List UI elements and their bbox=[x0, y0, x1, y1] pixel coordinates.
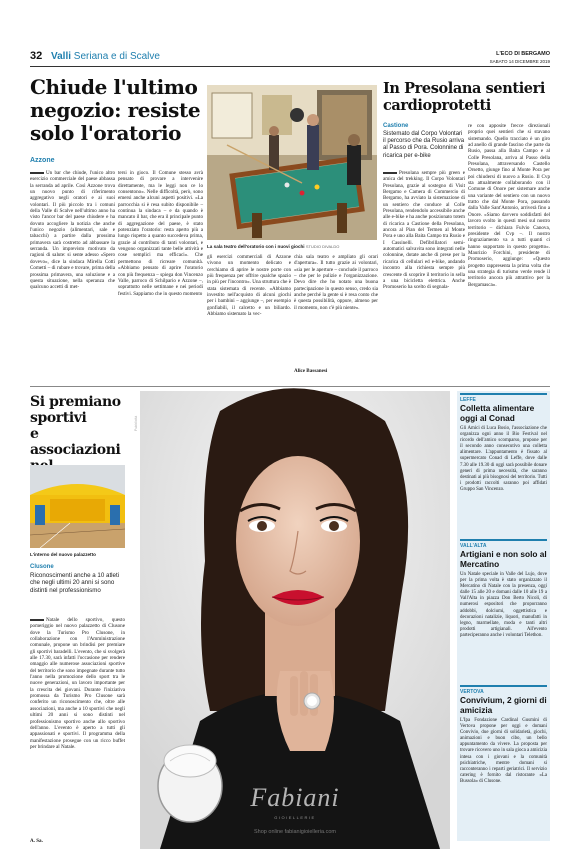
brief-tag: VALL'ALTA bbox=[460, 539, 547, 549]
article3-location: Clusone bbox=[30, 564, 54, 570]
article1-headline bbox=[30, 76, 205, 145]
brief-title: Artigiani e non solo al Mercatino bbox=[460, 549, 547, 569]
article1-location: Azzone bbox=[30, 157, 55, 164]
brief-body: Gli Amici di Luca Bosio, l'associazione che organizza ogni anno il Bio Festival nel ricordo dell'amico scomparso, propone per il secondo anno consecutivo una colletta alimentare. L'appuntamento è fissato al supermercato Conad di Leffe, dove dalle 7.30 alle 19.30 di oggi sarà possibile donare generi di prima necessità, che saranno destinati ai più bisognosi del territorio. Tutti i prodotti raccolti saranno poi affidati Gruppo San Vincenzo. bbox=[460, 426, 547, 492]
page-number: 32 bbox=[30, 50, 43, 62]
photo-credit: STUDIO DIVALDO bbox=[305, 244, 340, 249]
palazzetto-photo bbox=[30, 465, 125, 548]
oratorio-photo bbox=[207, 85, 377, 240]
article1-col3: gli esercizi commerciali di Azzone vivono un momento delicato e cerchiamo di aprire le nostre porte con più frequenza per offrire qualche spazio in più per l'incontro». Una struttura che è stata sistemata di recente. «Abbiamo investito nell'acquisto di alcuni giochi per i bambini – aggiunge –, per esempio gonfiabili, il calcetto e un biliardo. Abbiamo sistemato la vec- bbox=[207, 254, 291, 318]
headline-line: Chiude l'ultimo bbox=[30, 75, 198, 99]
article2-lead: Sistemato dal Corpo Volontari il percorso che da Rusio arriva al Passo di Pora. Colonnine di ricarica per e-bike bbox=[383, 131, 465, 159]
headline-line: sportivi bbox=[30, 410, 87, 426]
brief-body: L'Ipa Fondazione Cardinal Gusmini di Vertova propone per oggi e domani Convivio, due giorni di solidarietà, giochi, animazioni e buon cibo, un bello appuntamento da vivere. La proposta per trovare ricovero uno in sala gioca a amicizia intesa con i giovani e la comunità psichiatriche, mentre domani si racconteranno i reparti geriatrici. Il servizio catering è fornito dal ristorante «La Bussola» di Clusone. bbox=[460, 718, 547, 784]
ad-side-label: Pubblicità bbox=[134, 415, 138, 431]
section-title bbox=[51, 51, 160, 62]
headline-line: e associazioni bbox=[30, 426, 121, 458]
section-main: Valli bbox=[51, 51, 72, 62]
article1-col2: tersi in gioco. Il Comune stesso avrà pensato di provare a intervenire direttamente, ma le leggi non ce lo consentono». Nelle difficoltà, però, sono emersi anche alcuni aspetti positivi. «La parrocchia si è resa subito disponibile – continua la sindaca – e da quando è mancato il bar, che era il principale punto di aggregazione del paese, è stato potenziato l'oratorio: resta aperto più a lungo rispetto a quanto succedeva prima, grazie al contributo di tanti volontari, e vengono organizzati tante belle attività e cose semplici ma efficaci». Che permettono di ricreare comunità. «Abbiamo pensato di aprire l'oratorio con più frequenza – spiega don Vincenzo Valle, parroco di Schilpario e Azzone –, soprattutto nelle settimane e nei periodi festivi. Sappiamo che in questo momento bbox=[118, 170, 203, 297]
article1-col1: Un bar che chiude, l'unico altro esercizio commerciale del paese abbassa la serranda ad aprile. Così Azzone trova un nuovo punto di riferimento aggregativo negli oratori e ai suoi volontari. Il più piccolo tra i comuni della Valle di Scalve nell'ultimo anno ha visto l'ancor bar del paese chiudere e ha dovuto accogliere la notizia che anche l'unico negozio (alimentari, sale e tabacchi) a partire dalla prossima primavera sarà costretto ad abbassare la serranda. Un imprevisto motivato da ragioni di salute: si sente adesso «Spero dovevo», dice la sindaca Mirella Cotti Cometti – di rubare e trovare, prima della prossima primavera, una soluzione e a questa situazione, nella speranza che qualcuno accetti di met- bbox=[30, 170, 115, 380]
brief-body: Un Natale speciale in Valle del Lujo, dove per la prima volta è stato organizzato il Mercatino di Natale con la presenza, oggi dalle 15 alle 20 e domani dalle 10 alle 19 a Vall'Alta in piazza Don Berto Nicoli, di numerosi espositori che proporranno addobbi, dolciumi, oggettistica e decorazioni natalizie, liquori, manufatti in legno, marmellate, moda e tanti altri prodotti artigianali. All'evento parteciperanno anche i volontari Telethon. bbox=[460, 572, 547, 638]
article3-photo-caption: L'interno del nuovo palazzetto bbox=[30, 552, 96, 557]
brief-tag: LEFFE bbox=[460, 393, 547, 403]
ad-brand-sub: GIOIELLERIE bbox=[274, 815, 316, 820]
article3-body: Natale dello sportivo, questo pomeriggio nel nuovo palazzetto di Clusone dove la Turismo Pro Clusone, in collaborazione con l'Amministrazione comunale, propone un brindisi per premiare gli sportivi baradelli. L'evento, che si svolgerà alle 17.30, sarà infatti l'occasione per rendere omaggio alle numerose associazioni sportive del territorio che sono impegnate durante tutto l'anno nella promozione dello sport tra le nuove generazioni, un lavoro importante per la crescita dei giovani. Durante l'iniziativa promossa da Turismo Pro Clusone sarà conferito un riconoscimento che, oltre alle associazioni, ma anche a 10 sportivi che negli ultimi 20 anni si sono distinti nel professionismo sportivo anche allo sportivo dell'anno. L'evento è aperto a tutti gli appassionati e sportivi. Il programma della manifestazione prosegue con un ricco buffet per brindare al Natale. bbox=[30, 617, 125, 839]
headline-line: negozio: resiste bbox=[30, 98, 201, 122]
article2-col2: re con apposite frecce direzionali proprio quei sentieri che si stavano sistemando. Quello tracciato è un giro ad anello di grande fascino che parte da Rusio, passa alla Baita Campo e al Colle Presolana, arriva al Passo della Presolana, attraversando Castello Orsetto, giunge fino al Monte Pora per poi chiudersi di nuovo a Rusio. Il Cvp sta attualmente collaborando con il Comune di Onore per sistemare anche una variante del sentiero con un nuovo tratto che dal Monte Pora, passando dalla Valle Sant'Antonio, arriverà fino a Onore. «Siamo davvero soddisfatti del lavoro svolto in questi mesi sul nostro territorio – dichiara Fulvio Canova, presidente del Cvp –. Il nostro ringraziamento va a tutti quanti ci hanno supportato in questo progetto». Maurizio Forchini, presidente di Promoserio, aggiunge: «Questo progetto rappresenta la prima volta che una strategia di turismo verde rende il territorio ancora più attrattivo per la Bergamasca». bbox=[468, 123, 550, 288]
issue-date: SABATO 14 DICEMBRE 2019 bbox=[489, 59, 550, 64]
article2-col1: Presolana sempre più green e amica del trekking. Il Corpo Volontari Presolana, grazie al sostegno di Visit Bergamo e Camera di Commercio di Bergamo, ha avviato la sistemazione di un sentiero che conduce al Colle Presolana, rendendolo accessibile anche alle e-bike e ha anche posizionato totem di ricarica a Castione della Presolana, ancora al Pian del Termen al Monte Pora e uno alla Baita Campo tra Rusio e I Cassinelli. Defibrillatori semi-automatici salvavita sono integrati nelle colonnine, dotate anche di prese per la ricarica di cellulari ed e-bike, andando incontro alla richiesta sempre più crescente di scoprire il territorio in sella a una bicicletta elettrica. Anche Promoserio ha scelto di segnala- bbox=[383, 170, 465, 380]
article1-author: Alice Bassanesi bbox=[294, 368, 328, 374]
headline-line: solo l'oratorio bbox=[30, 121, 182, 145]
brief-title: Convivium, 2 giorni di amicizia bbox=[460, 695, 547, 715]
brief-item bbox=[460, 539, 547, 682]
header-rule bbox=[30, 66, 550, 67]
brief-title: Colletta alimentare oggi al Conad bbox=[460, 403, 535, 423]
ad-brand: Fabiani bbox=[250, 783, 340, 812]
newspaper-name: L'ECO DI BERGAMO bbox=[496, 51, 550, 57]
ad-shop-online[interactable]: Shop online fabianigioielleria.com bbox=[254, 829, 336, 835]
brief-item bbox=[460, 393, 547, 536]
article2-headline bbox=[383, 81, 553, 114]
headline-line: In Presolana sentieri bbox=[383, 80, 545, 97]
caption-text: La sala teatro dell'oratorio con i nuovi giochi bbox=[207, 244, 305, 249]
brief-item bbox=[460, 685, 547, 828]
article1-photo-caption bbox=[207, 244, 377, 249]
article3-author: A. Sa. bbox=[30, 838, 43, 844]
fabiani-advertisement[interactable] bbox=[134, 391, 450, 849]
article2-location: Castione bbox=[383, 123, 409, 129]
headline-line: Si premiano bbox=[30, 394, 121, 410]
article1-col4: chia sala teatro e ampliato gli orari d'apertura». Il tutto grazie ai volontari, «sia per le aperture – conclude il parroco – che per le pulizie e l'organizzazione. Devo dire che ho notato una buona partecipazione in questo senso, credo sia anche perché la gente si è resa conto che è questa possibilità, oppure, almeno per il momento, non c'è più niente». bbox=[294, 254, 378, 311]
sidebar-briefs bbox=[457, 391, 550, 841]
article3-lead: Riconoscimenti anche a 10 atleti che negli ultimi 20 anni si sono distinti nel professionismo bbox=[30, 572, 120, 594]
brief-tag: VERTOVA bbox=[460, 685, 547, 695]
headline-line: cardioprotetti bbox=[383, 96, 491, 114]
section-sub: Seriana e di Scalve bbox=[73, 51, 160, 62]
section-divider bbox=[30, 386, 550, 387]
